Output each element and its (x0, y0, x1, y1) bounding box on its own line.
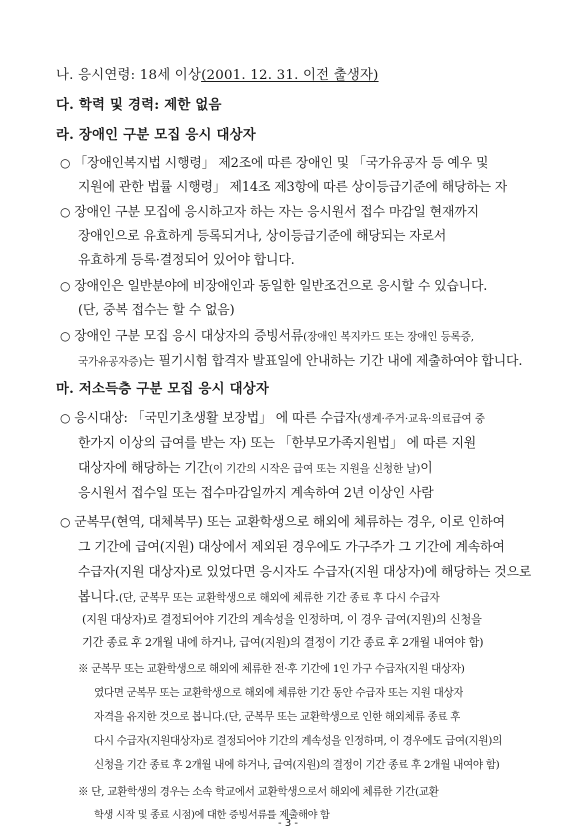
ma-item-1-text-3a: 대상자에 해당하는 기간 (78, 461, 209, 476)
ma-item-2-text-4a: 봅니다. (78, 590, 119, 605)
birthdate-condition: (2001. 12. 31. 이전 출생자) (201, 68, 379, 83)
ra-item-4-documents-cont: 국가유공자증) (78, 356, 143, 368)
page-number: - 3 - (278, 818, 298, 829)
ma-item-1-text-3c: 이 (420, 461, 433, 476)
ra-item-3-text-1: 장애인은 일반분야에 비장애인과 동일한 일반조건으로 응시할 수 있습니다. (74, 279, 488, 294)
ma-item-1-line-2: 한가지 이상의 급여를 받는 자) 또는 「한부모가족지원법」 에 따른 지원 (78, 436, 477, 451)
note-2-text-1: 단, 교환학생의 경우는 소속 학교에서 교환학생으로서 해외에 체류한 기간(교환 (91, 786, 439, 798)
ra-item-4-text-2: 는 필기시험 합격자 발표일에 안내하는 기간 내에 제출하여야 합니다. (142, 354, 523, 369)
note-1-line-3: 자격을 유지한 것으로 봅니다.(단, 군복무 또는 교환학생으로 인한 해외체류 종료 후 (94, 711, 461, 723)
ma-item-2-line-4 (78, 586, 440, 605)
ra-item-1-line-1 (60, 152, 488, 171)
ma-item-1-period-note: (이 기간의 시작은 급여 또는 지원을 신청한 날) (208, 463, 421, 475)
ra-item-1-text-1: 「장애인복지법 시행령」 제2조에 따른 장애인 및 「국가유공자 등 예우 및 (74, 156, 489, 171)
ra-item-2-line-3: 유효하게 등록·결정되어 있어야 합니다. (78, 253, 295, 268)
ra-item-1-line-2: 지원에 관한 법률 시행령」 제14조 제3항에 따른 상이등급기준에 해당하는 자 (78, 180, 508, 195)
bullet-icon: ○ (60, 156, 71, 170)
ra-item-2-text-1: 장애인 구분 모집에 응시하고자 하는 자는 응시원서 접수 마감일 현재까지 (74, 205, 479, 220)
section-ra-disabled-applicants: 라. 장애인 구분 모집 응시 대상자 (56, 127, 256, 143)
note-mark-icon: ※ (78, 663, 89, 675)
ra-item-3-line-2: (단, 중복 접수는 할 수 없음) (78, 303, 235, 318)
section-na-label: 응시연령: 18세 이상 (78, 68, 202, 83)
note-mark-icon: ※ (78, 786, 89, 798)
ma-item-2-line-5: (지원 대상자)로 결정되어야 기간의 계속성을 인정하며, 이 경우 급여(지원)의 신청을 (82, 613, 482, 626)
bullet-icon: ○ (60, 329, 71, 343)
ma-item-1-benefit-types: (생계·주거·교육·의료급여 중 (357, 413, 485, 425)
bullet-icon: ○ (60, 515, 71, 529)
note-2-line-1 (78, 784, 439, 799)
ma-item-1-line-4: 응시원서 접수일 또는 접수마감일까지 계속하여 2년 이상인 사람 (78, 486, 434, 501)
note-2-line-2: 학생 시작 및 종료 시점)에 대한 증빙서류를 제출해야 함 (94, 810, 330, 821)
ra-item-2-line-1 (60, 201, 479, 220)
ma-item-2-line-1 (60, 511, 505, 530)
section-ma-low-income-applicants: 마. 저소득층 구분 모집 응시 대상자 (56, 381, 270, 397)
ma-item-1-text-1: 응시대상: 「국민기초생활 보장법」 에 따른 수급자 (74, 411, 358, 426)
ma-item-1-line-3 (78, 457, 433, 476)
ma-item-2-line-3: 수급자(지원 대상자)로 있었다면 응시자도 수급자(지원 대상자)에 해당하는 것으로 (78, 565, 532, 580)
ra-item-4-line-1 (60, 325, 474, 344)
ra-item-4-documents: (장애인 복지카드 또는 장애인 등록증, (303, 331, 474, 343)
ma-item-2-line-2: 그 기간에 급여(지원) 대상에서 제외된 경우에도 가구주가 그 기간에 계속하여 (78, 540, 505, 555)
ra-item-3-line-1 (60, 275, 487, 294)
note-1-text-1: 군복무 또는 교환학생으로 해외에 체류한 전·후 기간에 1인 가구 수급자(지원 대상자) (91, 663, 465, 675)
note-1-line-1 (78, 661, 465, 676)
note-1-line-5: 신청을 기간 종료 후 2개월 내에 하거나, 급여(지원)의 결정이 기간 종료 후 2개월 내여야 함) (94, 759, 500, 771)
section-na-number: 나. (56, 68, 74, 83)
ma-item-2-text-4b: (단, 군복무 또는 교환학생으로 해외에 체류한 기간 종료 후 다시 수급자 (118, 592, 440, 604)
bullet-icon: ○ (60, 279, 71, 293)
note-1-line-4: 다시 수급자(지원대상자)로 결정되어야 기간의 계속성을 인정하며, 이 경우에도 급여(지원)의 (94, 735, 502, 747)
ma-item-1-line-1 (60, 407, 485, 426)
ra-item-4-text-1: 장애인 구분 모집 응시 대상자의 증빙서류 (74, 329, 304, 344)
ma-item-2-line-6: 기간 종료 후 2개월 내에 하거나, 급여(지원)의 결정이 기간 종료 후 2개월 내여야 함) (82, 636, 484, 649)
ma-item-2-text-1: 군복무(현역, 대체복무) 또는 교환학생으로 해외에 체류하는 경우, 이로 인하여 (74, 515, 505, 530)
section-da-education: 다. 학력 및 경력: 제한 없음 (56, 97, 222, 113)
section-na-age (56, 64, 379, 83)
note-1-line-2: 였다면 군복무 또는 교환학생으로 해외에 체류한 기간 동안 수급자 또는 지원 대상자 (94, 687, 464, 699)
bullet-icon: ○ (60, 411, 71, 425)
bullet-icon: ○ (60, 205, 71, 219)
ra-item-4-line-2 (78, 350, 522, 369)
ra-item-2-line-2: 장애인으로 유효하게 등록되거나, 상이등급기준에 해당되는 자로서 (78, 229, 447, 244)
